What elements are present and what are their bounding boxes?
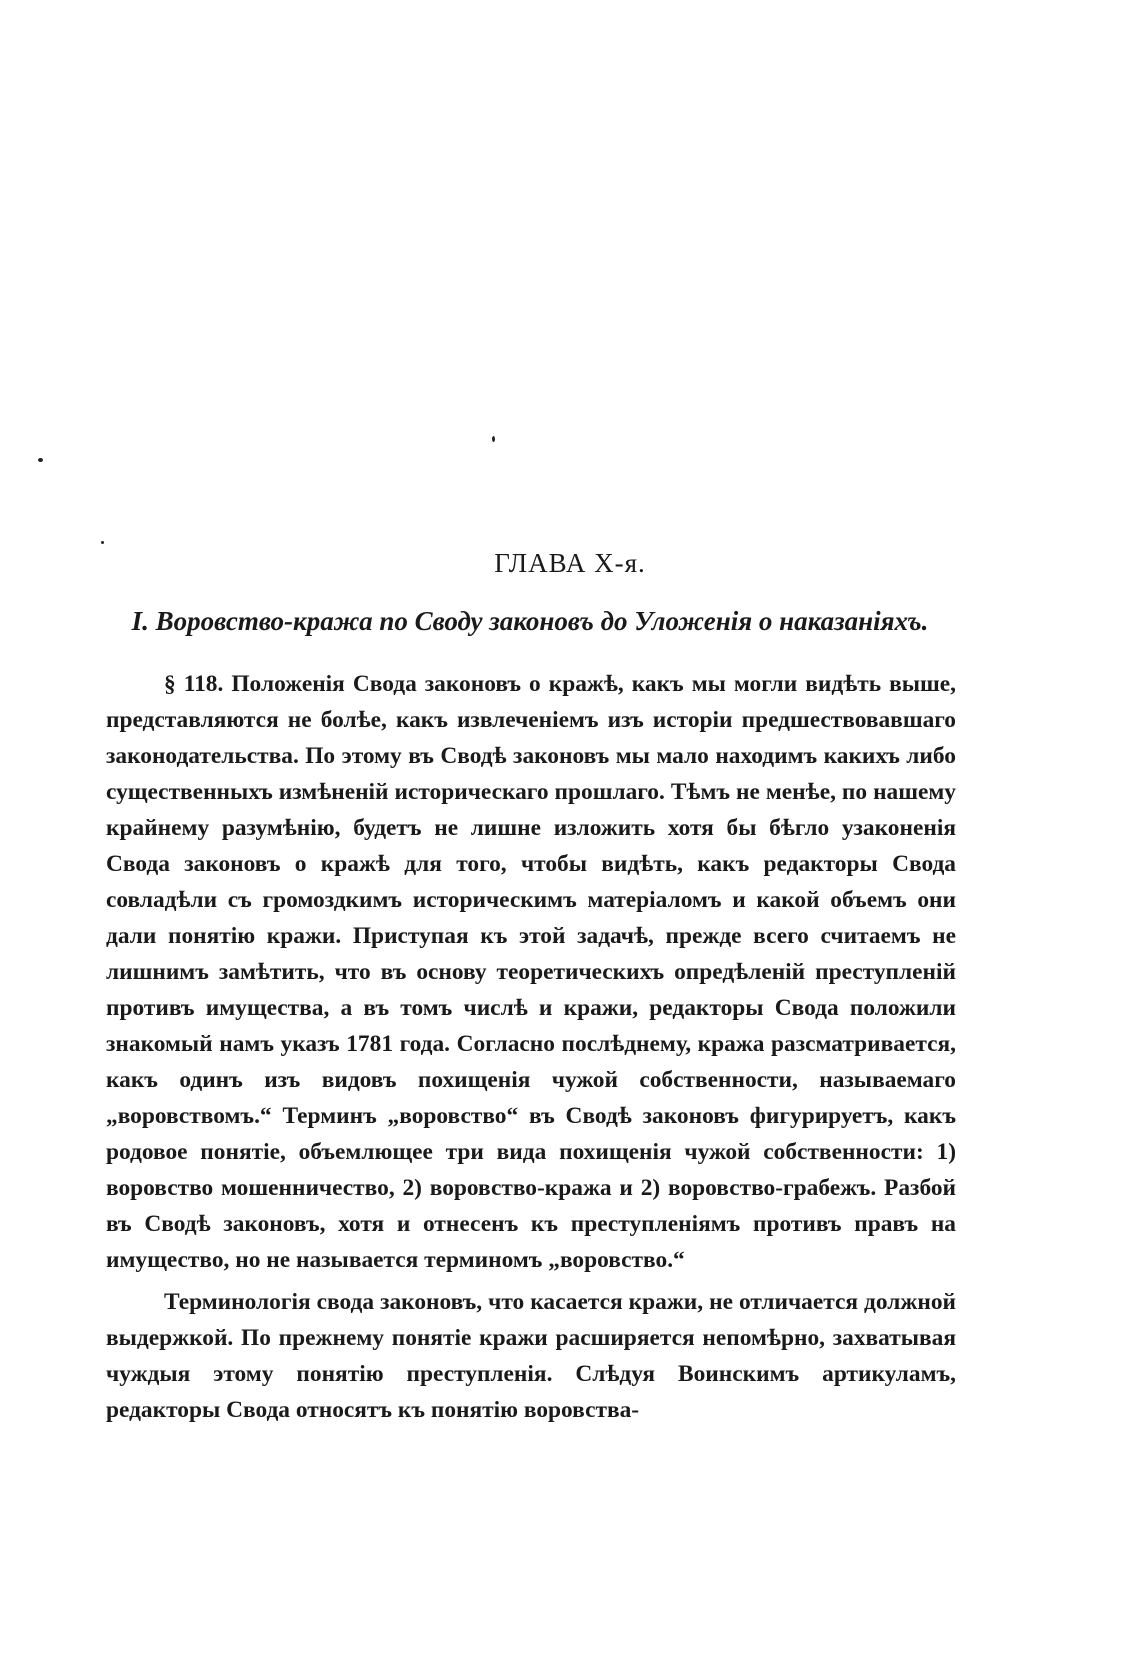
chapter-title: ГЛАВА X-я. (494, 548, 646, 578)
scan-speck (101, 541, 104, 544)
paragraph: Терминологія свода законовъ, что касается кражи, не отличается должной выдержкой. По прежнему понятіе кражи расширяется непомѣрно, захватывая чуждыя этому понятію преступленія. Слѣдуя Воинскимъ артикуламъ, редакторы Свода относятъ къ понятію воровства- (106, 1289, 956, 1423)
paragraph: § 118. Положенія Свода законовъ о кражѣ, какъ мы могли видѣть выше, представляются не болѣе, какъ извлеченіемъ изъ исторіи предшествовавшаго законодательства. По этому въ Сводѣ законовъ мы мало находимъ какихъ либо существенныхъ измѣненій историческаго прошлаго. Тѣмъ не менѣе, по нашему крайнему разумѣнію, будетъ не лишне изложить хотя бы бѣгло узаконенія Свода законовъ о кражѣ для того, чтобы видѣть, какъ редакторы Свода совладѣли съ громоздкимъ историческимъ матеріаломъ и какой объемъ они дали понятію кражи. Приступая къ этой задачѣ, прежде всего считаемъ не лишнимъ замѣтить, что въ основу теоретическихъ опредѣленій преступленій противъ имущества, а въ томъ числѣ и кражи, редакторы Свода положили знакомый намъ указъ 1781 года. Согласно послѣднему, кража разсматривается, какъ одинъ изъ видовъ похищенія чужой собственности, называемаго „воровствомъ.“ Терминъ „воровство“ въ Сводѣ законовъ фигурируетъ, какъ родовое понятіе, объемлющее три вида похищенія чужой собственности: 1) воровство мошенничество, 2) воровство-кража и 2) воровство-грабежъ. Разбой въ Сводѣ законовъ, хотя и отнесенъ къ преступленіямъ противъ правъ на имущество, но не называется терминомъ „воровство.“ (106, 671, 956, 1273)
scan-speck (38, 458, 43, 462)
section-title: I. Воровство-кража по Своду законовъ до Уложенія о наказаніяхъ. (131, 606, 929, 636)
body-text (106, 666, 956, 1428)
scan-speck (492, 436, 495, 442)
